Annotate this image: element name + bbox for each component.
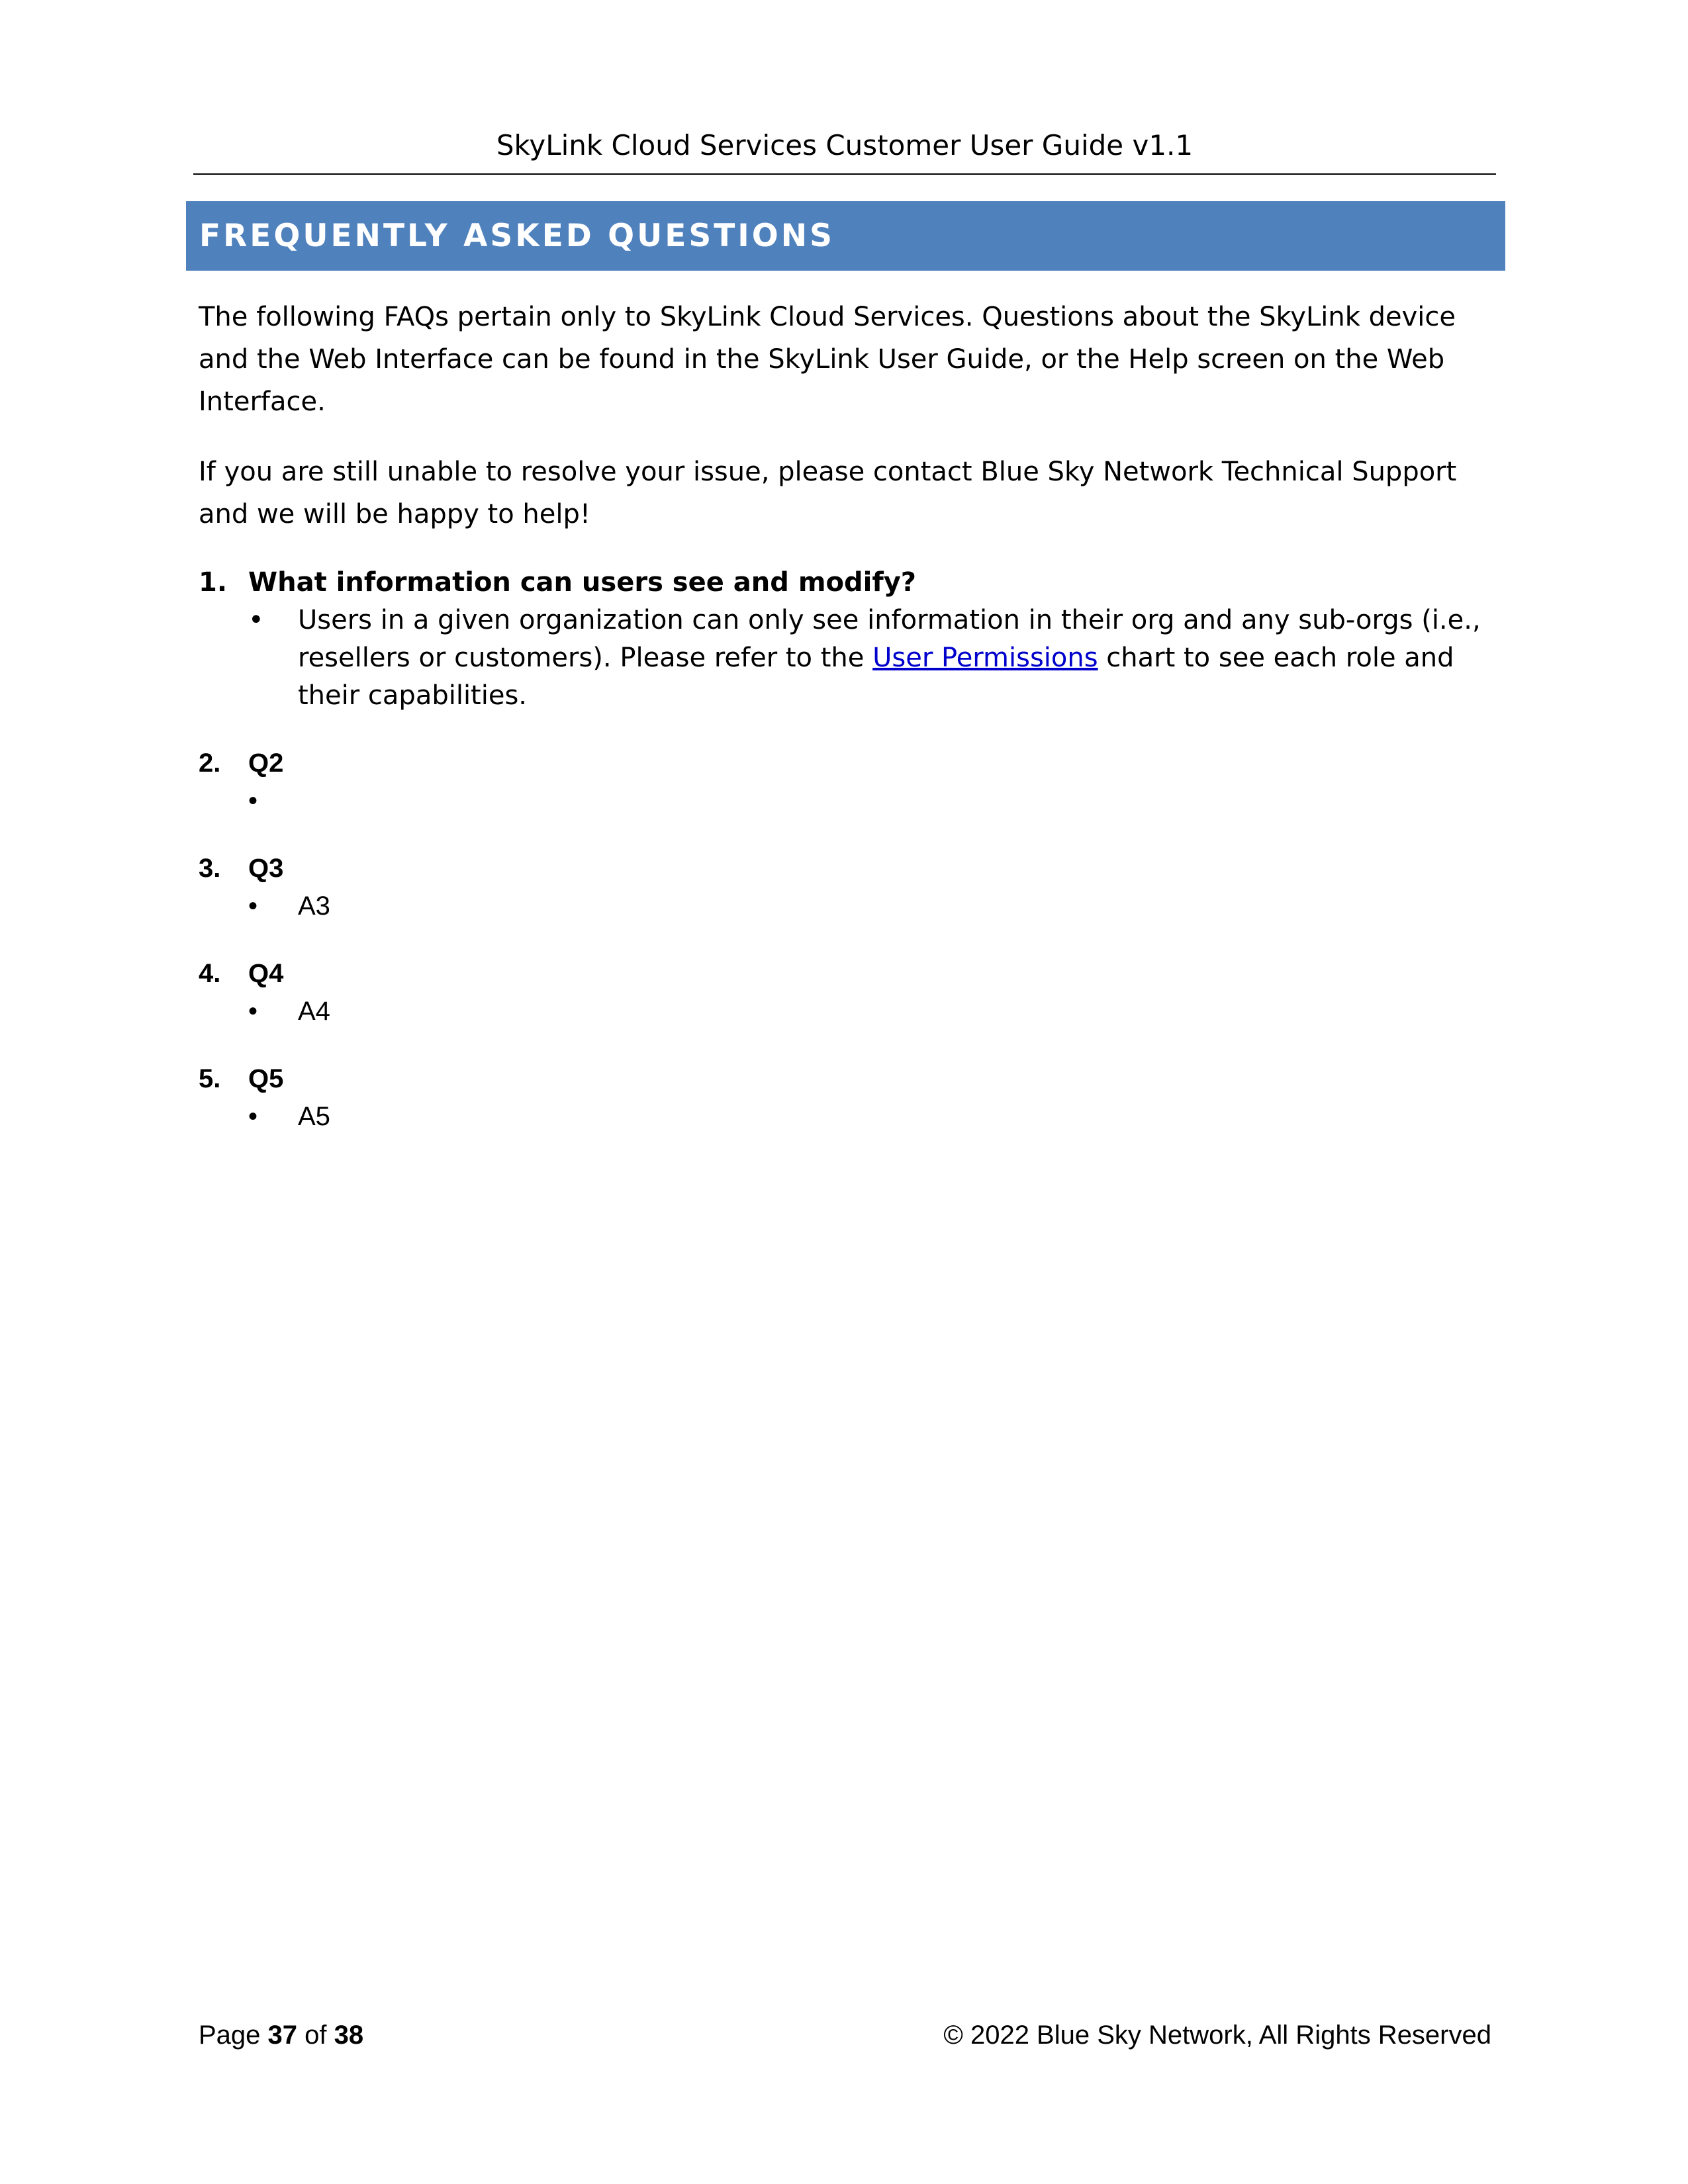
faq-question-text-1: What information can users see and modify? <box>248 567 917 598</box>
intro-paragraph-1: The following FAQs pertain only to SkyLink Cloud Services. Questions about the SkyLink device and the Web Interface can be found in the SkyLink User Guide, or the Help screen on the Web Interface. <box>199 302 1456 417</box>
user-permissions-link[interactable]: User Permissions <box>872 643 1098 673</box>
faq-question-text-5: Q5 <box>248 1064 284 1093</box>
faq-question-text-2: Q2 <box>248 749 284 778</box>
faq-number-1: 1. <box>199 567 228 598</box>
faq-question-5 <box>199 1060 1496 1098</box>
faq-question-3 <box>199 849 1496 887</box>
faq-list <box>199 563 1496 1136</box>
faq-item-1 <box>199 563 1496 715</box>
faq-number-2: 2. <box>199 749 221 778</box>
faq-answer-text-1b: chart to see each role and their capabilities. <box>298 643 1454 711</box>
footer-page-label: Page <box>199 2021 261 2050</box>
faq-answer-1 <box>199 602 1496 715</box>
faq-answer-5 <box>199 1098 1496 1136</box>
faq-answer-2 <box>199 782 1496 820</box>
intro-paragraph-2: If you are still unable to resolve your issue, please contact Blue Sky Network Technical Support and we will be happy to help! <box>199 457 1457 529</box>
section-title: FREQUENTLY ASKED QUESTIONS <box>199 218 835 254</box>
bullet-icon: • <box>248 997 258 1026</box>
faq-number-4: 4. <box>199 959 221 988</box>
bullet-icon: • <box>248 1102 258 1131</box>
footer-copyright: © 2022 Blue Sky Network, All Rights Reserved <box>943 2021 1491 2050</box>
bullet-icon: • <box>248 605 264 635</box>
faq-item-5 <box>199 1060 1496 1136</box>
faq-item-2 <box>199 744 1496 820</box>
bullet-icon: • <box>248 786 258 815</box>
header-rule <box>193 173 1496 175</box>
faq-number-3: 3. <box>199 854 221 883</box>
faq-item-3 <box>199 849 1496 925</box>
faq-answer-text-5: A5 <box>298 1102 330 1131</box>
document-body <box>199 296 1496 1165</box>
faq-answer-text-4: A4 <box>298 997 330 1026</box>
faq-question-2 <box>199 744 1496 782</box>
bullet-icon: • <box>248 891 258 921</box>
faq-answer-text-1a: Users in a given organization can only see information in their org and any sub-orgs (i.e., resellers or customers). Please refer to the <box>298 605 1481 673</box>
faq-question-4 <box>199 954 1496 993</box>
footer-page-of: of <box>305 2021 327 2050</box>
footer-page-total: 38 <box>334 2021 364 2050</box>
faq-number-5: 5. <box>199 1064 221 1093</box>
faq-item-4 <box>199 954 1496 1030</box>
faq-answer-3 <box>199 887 1496 925</box>
faq-question-1 <box>199 563 1496 602</box>
faq-answer-4 <box>199 993 1496 1030</box>
running-header: SkyLink Cloud Services Customer User Guide v1.1 <box>496 129 1194 161</box>
section-banner <box>186 201 1505 271</box>
faq-answer-text-3: A3 <box>298 891 330 921</box>
faq-question-text-3: Q3 <box>248 854 284 883</box>
footer-page-current: 37 <box>267 2021 298 2050</box>
footer-page-number <box>199 2017 363 2054</box>
faq-question-text-4: Q4 <box>248 959 284 988</box>
